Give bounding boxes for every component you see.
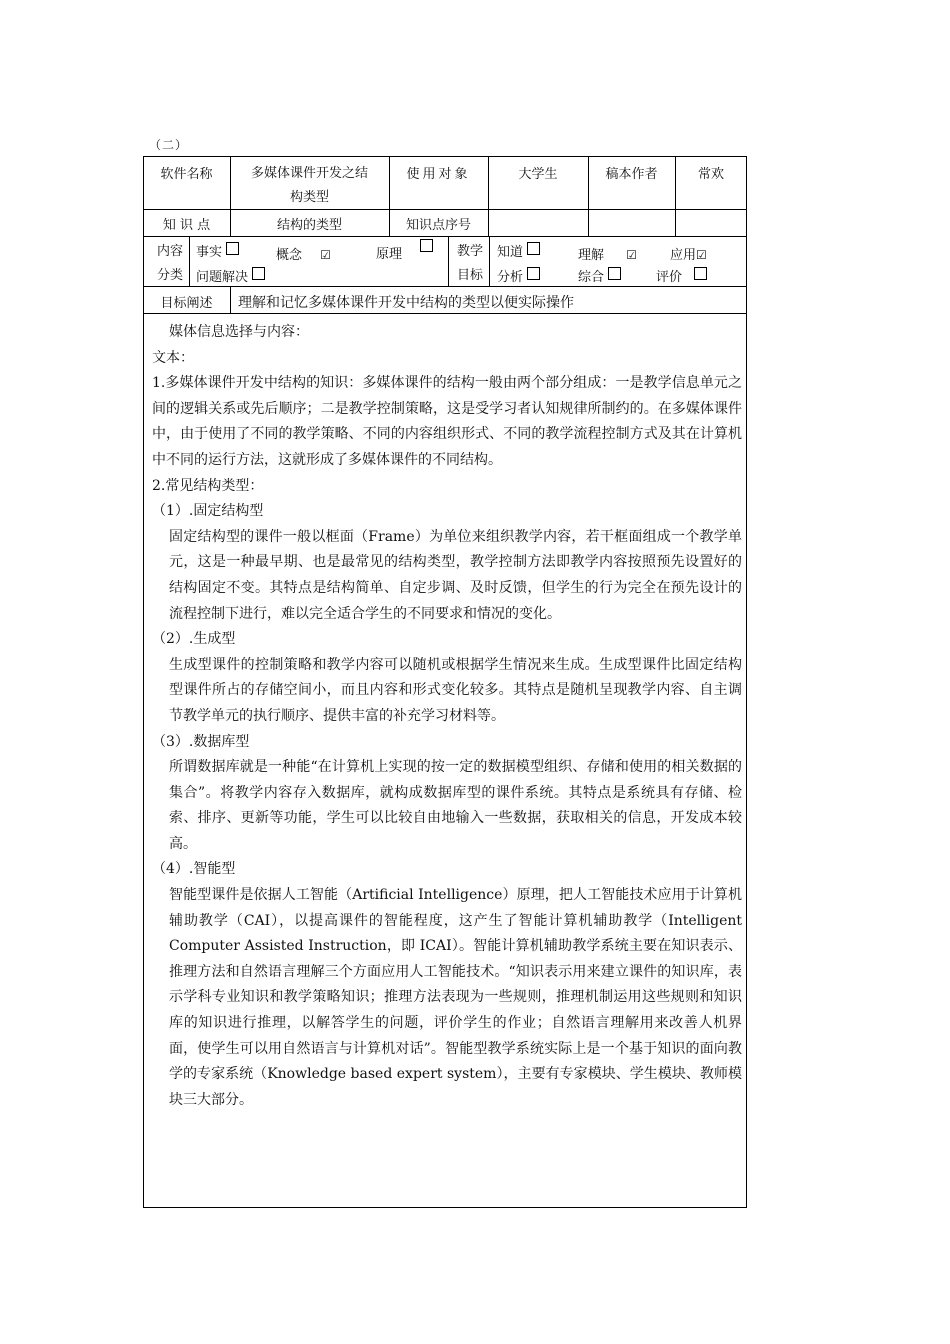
option-concept-label: 概念 [276, 248, 303, 263]
software-name-line2: 构类型 [289, 190, 329, 205]
intro-text: 媒体信息选择与内容： [169, 324, 309, 340]
checkbox-icon[interactable] [420, 239, 433, 252]
checkbox-icon[interactable] [527, 242, 540, 255]
text-label: 文本： [152, 349, 194, 366]
col-divider [489, 236, 490, 286]
media-content [152, 320, 742, 1113]
goal-analyze-label: 分析 [497, 270, 524, 285]
checked-box-icon[interactable]: ☑ [626, 248, 637, 262]
knowledge-point-label: 知 识 点 [162, 218, 211, 233]
audience-label: 使用对象 [406, 167, 471, 182]
knowledge-seq-label: 知识点序号 [405, 218, 471, 233]
col-divider [448, 236, 449, 286]
checkbox-icon[interactable] [527, 267, 540, 280]
author-value: 常欢 [697, 167, 724, 182]
content-type-label [150, 240, 190, 288]
goal-analyze[interactable] [497, 266, 540, 285]
section-label: （二） [149, 138, 189, 152]
option-principle-label: 原理 [376, 247, 403, 262]
goal-understand-label: 理解 [578, 248, 605, 263]
heading-database: （3）.数据库型 [152, 733, 250, 750]
checkbox-icon[interactable] [226, 242, 239, 255]
paragraph-common-types: 2.常见结构类型： [152, 477, 264, 494]
goal-know[interactable] [497, 241, 540, 260]
heading-fixed-structure: （1）.固定结构型 [152, 503, 264, 520]
option-problem-solving[interactable] [196, 266, 265, 285]
goal-synthesize-label: 综合 [578, 270, 605, 285]
goal-synthesize[interactable] [578, 266, 621, 285]
goal-statement-label: 目标阐述 [160, 296, 213, 311]
checkbox-icon[interactable] [252, 267, 265, 280]
knowledge-point-value: 结构的类型 [276, 218, 342, 233]
author-label: 稿本作者 [605, 167, 658, 182]
goal-evaluate-label: 评价 [656, 270, 683, 285]
software-name-label: 软件名称 [160, 167, 213, 182]
option-fact[interactable] [196, 241, 239, 260]
software-name-line1: 多媒体课件开发之结 [250, 166, 368, 181]
goal-know-label: 知道 [497, 245, 524, 260]
goal-apply[interactable] [670, 244, 707, 263]
checkbox-icon[interactable] [608, 267, 621, 280]
option-principle[interactable] [376, 239, 433, 262]
goal-statement-value: 理解和记忆多媒体课件开发中结构的类型以便实际操作 [238, 295, 574, 311]
text-database: 所谓数据库就是一种能“在计算机上实现的按一定的数据模型组织、存储和使用的相关数据的集合”。将教学内容存入数据库，就构成数据库型的课件系统。其特点是系统具有存储、检索、排序、更新等功能，学生可以比较自由地输入一些数据，获取相关的信息，开发成本较高。 [169, 759, 742, 852]
teaching-goal-label [452, 240, 488, 288]
option-concept[interactable] [276, 244, 331, 263]
option-fact-label: 事实 [196, 245, 223, 260]
goal-understand[interactable] [578, 244, 637, 263]
option-problem-solving-label: 问题解决 [196, 270, 249, 285]
checked-box-icon[interactable]: ☑ [320, 248, 331, 262]
audience-value: 大学生 [518, 167, 558, 182]
content-type-label-line1: 内容 [156, 244, 183, 259]
software-name-value [230, 162, 389, 210]
goal-evaluate[interactable] [656, 266, 707, 285]
col-divider [230, 286, 231, 313]
text-generative: 生成型课件的控制策略和教学内容可以随机或根据学生情况来生成。生成型课件比固定结构型课件所占的存储空间小，而且内容和形式变化较多。其特点是随机呈现教学内容、自主调节教学单元的执行顺序、提供丰富的补充学习材料等。 [169, 656, 742, 724]
text-fixed-structure: 固定结构型的课件一般以框面（Frame）为单位来组织教学内容，若干框面组成一个教学单元，这是一种最早期、也是最常见的结构类型，教学控制方法即教学内容按照预先设置好的结构固定不变。其特点是结构简单、自定步调、及时反馈，但学生的行为完全在预先设计的流程控制下进行，难以完全适合学生的不同要求和情况的变化。 [169, 528, 742, 622]
teaching-goal-label-line2: 目标 [456, 268, 483, 283]
row-divider [143, 286, 747, 287]
paragraph-structure-knowledge: 1.多媒体课件开发中结构的知识：多媒体课件的结构一般由两个部分组成：一是教学信息单元之间的逻辑关系或先后顺序；二是教学控制策略，这是受学习者认知规律所制约的。在多媒体课件中，由于使用了不同的教学策略、不同的内容组织形式、不同的教学流程控制方式及其在计算机中不同的运行方法，这就形成了多媒体课件的不同结构。 [152, 375, 742, 468]
text-intelligent: 智能型课件是依据人工智能（Artificial Intelligence）原理，把人工智能技术应用于计算机辅助教学（CAI），以提高课件的智能程度，这产生了智能计算机辅助教学（Intelligent Computer Assisted Instruction，即 ICAI）。智能计算机辅助教学系统主要在知识表示、推理方法和自然语言理解三个方面应用人工智能技术。“知识表示用来建立课件的知识库，表示学科专业知识和教学策略知识；推理方法表现为一些规则，推理机制运用这些规则和知识库的知识进行推理，以解答学生的问题，评价学生的作业；自然语言理解用来改善人机界面，使学生可以用自然语言与计算机对话”。智能型教学系统实际上是一个基于知识的面向教学的专家系统（Knowledge based expert system），主要有专家模块、学生模块、教师模块三大部分。 [169, 887, 742, 1108]
content-type-label-line2: 分类 [156, 268, 183, 283]
heading-generative: （2）.生成型 [152, 631, 236, 648]
goal-apply-label: 应用 [670, 248, 697, 263]
checked-box-icon[interactable]: ☑ [696, 248, 707, 262]
checkbox-icon[interactable] [694, 267, 707, 280]
heading-intelligent: （4）.智能型 [152, 861, 236, 878]
teaching-goal-label-line1: 教学 [456, 244, 483, 259]
